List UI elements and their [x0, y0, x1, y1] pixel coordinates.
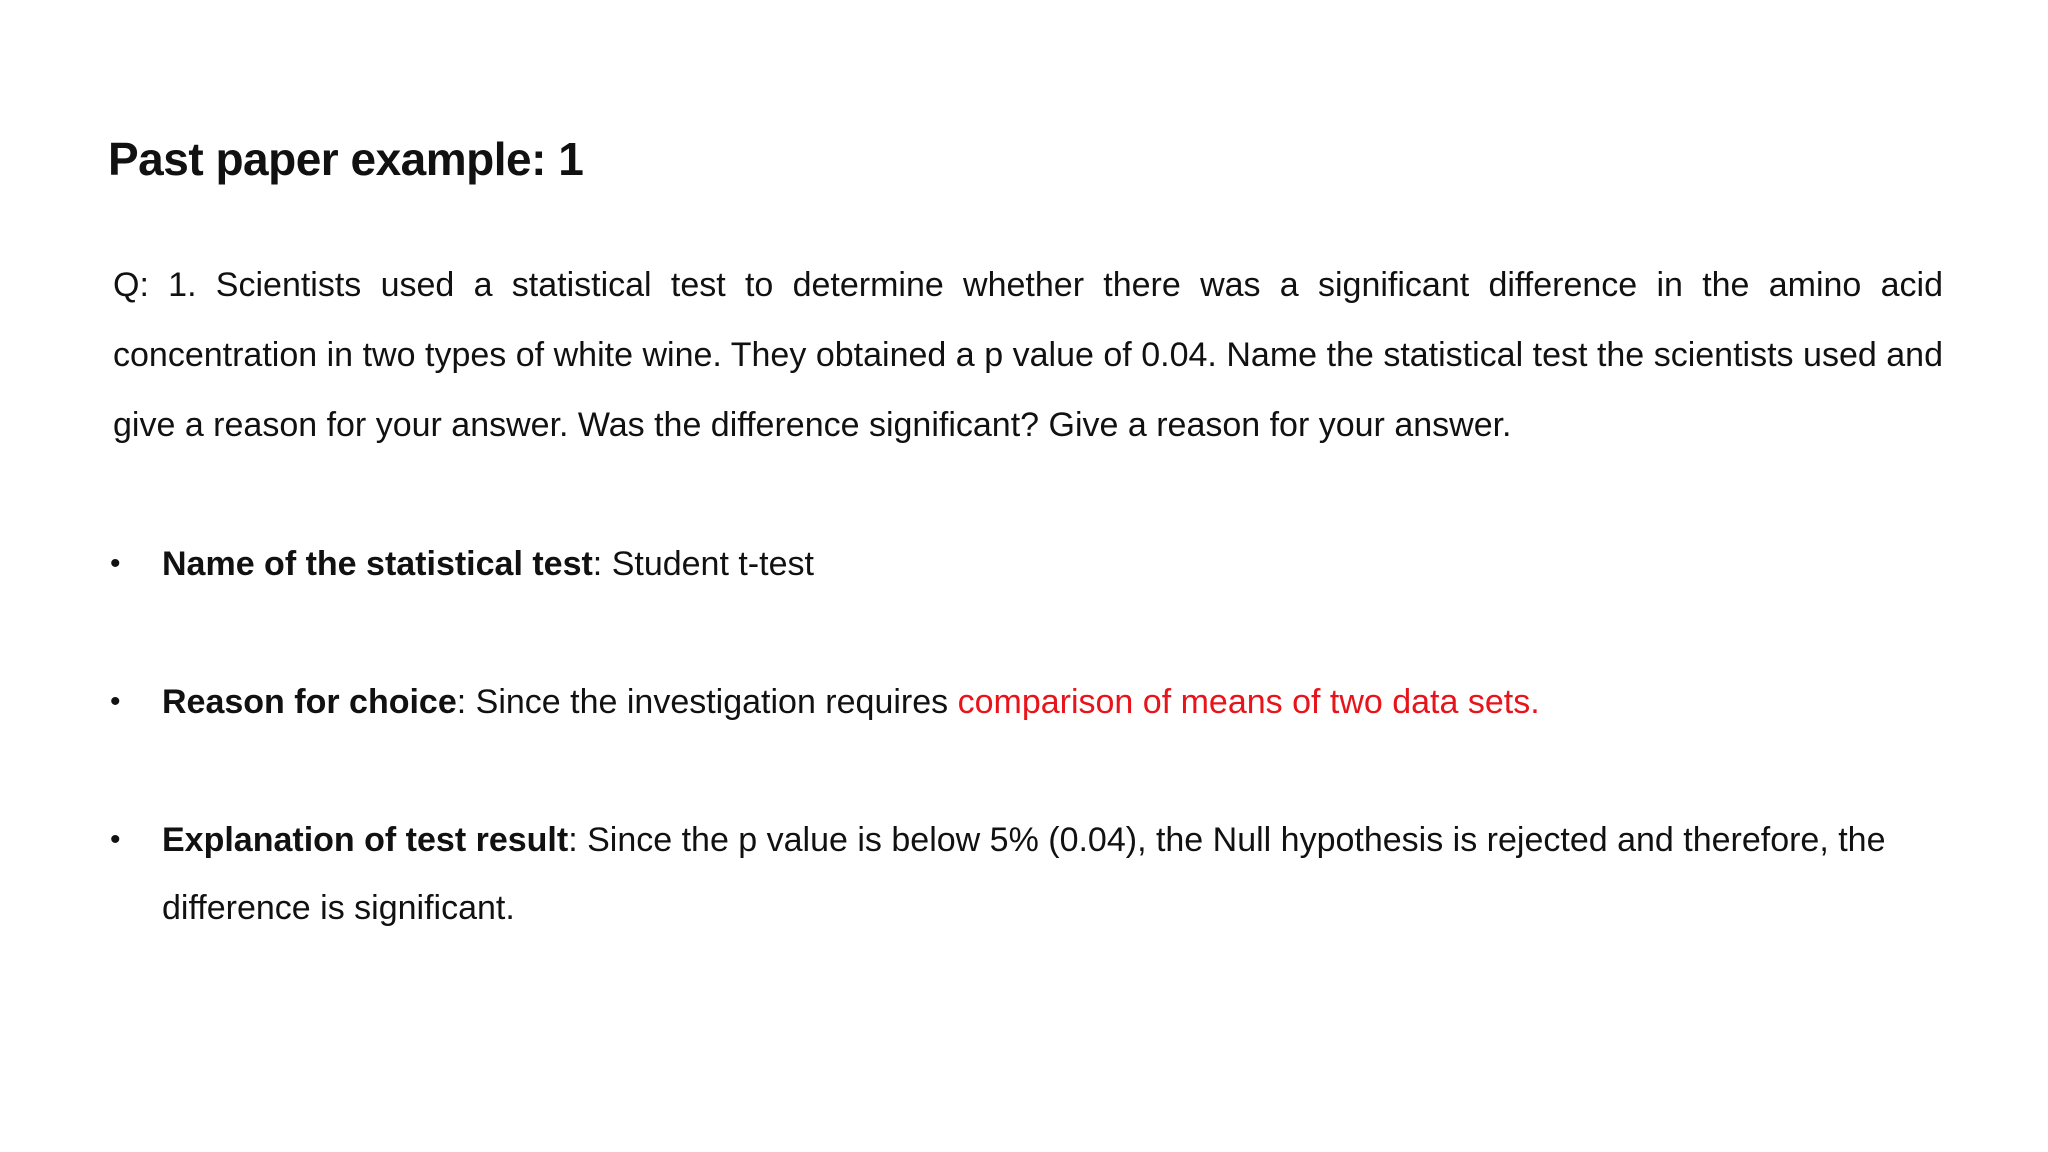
- answer-list: [108, 530, 1948, 942]
- answer-item-reason: [108, 668, 1948, 736]
- answer-text: Since the p value is below 5% (0.04), the Null hypothesis is rejected and therefore, the difference is significant.: [162, 821, 1886, 927]
- answer-separator: :: [456, 683, 467, 721]
- answer-label: Explanation of test result: [162, 821, 569, 859]
- answer-label: Name of the statistical test: [162, 545, 593, 583]
- answer-item-explanation: [108, 806, 1948, 942]
- bullet-icon: •: [110, 547, 121, 580]
- answer-text: Student t-test: [602, 545, 814, 583]
- answer-label: Reason for choice: [162, 683, 457, 721]
- answer-text: Since the investigation requires: [466, 683, 958, 721]
- answer-separator: :: [592, 545, 603, 583]
- slide-title: Past paper example: 1: [108, 133, 584, 185]
- bullet-icon: •: [110, 823, 121, 856]
- bullet-icon: •: [110, 685, 121, 718]
- answer-separator: :: [568, 821, 578, 859]
- question-text: Q: 1. Scientists used a statistical test to determine whether there was a significant difference in the amino acid concentration in two types of white wine. They obtained a p value of 0.04. Name the statistical test the scientists used and give a reason for your answer. Was the difference significant? Give a reason for your answer.: [113, 266, 1943, 444]
- answer-item-test-name: [108, 530, 1948, 598]
- answer-highlight: comparison of means of two data sets.: [957, 683, 1540, 721]
